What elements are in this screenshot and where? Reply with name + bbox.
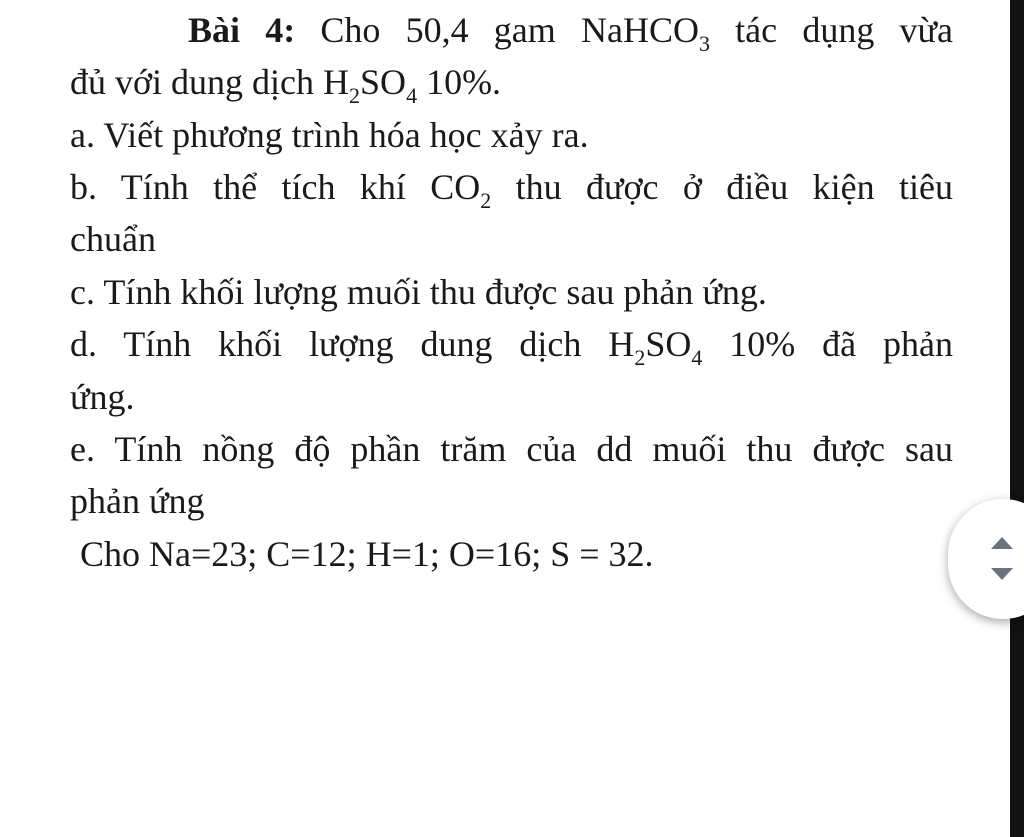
question-b-line-2: chuẩn bbox=[70, 219, 156, 259]
problem-intro-line-2: đủ với dung dịch $H_2SO_4$ 10%. bbox=[70, 62, 502, 108]
problem-intro-line-1: Bài 4: Cho 50,4 gam NaHCO$_3$ tác dụng vừa bbox=[188, 10, 953, 56]
problem-title: Bài 4: bbox=[188, 10, 296, 50]
question-a: a. Viết phương trình hóa học xảy ra. bbox=[70, 115, 589, 155]
question-b-line-1: b. Tính thể tích khí $CO_2$ thu được ở điều kiện tiêu bbox=[70, 167, 953, 213]
given-atomic-masses: Cho Na=23; C=12; H=1; O=16; S = 32. bbox=[80, 534, 654, 574]
scroll-up-icon[interactable] bbox=[990, 536, 1014, 550]
question-e-line-1: e. Tính nồng độ phần trăm của dd muối thu được sau bbox=[70, 429, 953, 469]
question-d-line-1: d. Tính khối lượng dung dịch $H_2SO_4$ 10% đã phản bbox=[70, 324, 954, 370]
scroll-down-icon[interactable] bbox=[990, 567, 1014, 581]
question-d-line-2: ứng. bbox=[70, 377, 135, 417]
question-e-line-2: phản ứng bbox=[70, 481, 205, 521]
page-edge-bar bbox=[1010, 0, 1024, 837]
question-c: c. Tính khối lượng muối thu được sau phản ứng. bbox=[70, 272, 767, 312]
